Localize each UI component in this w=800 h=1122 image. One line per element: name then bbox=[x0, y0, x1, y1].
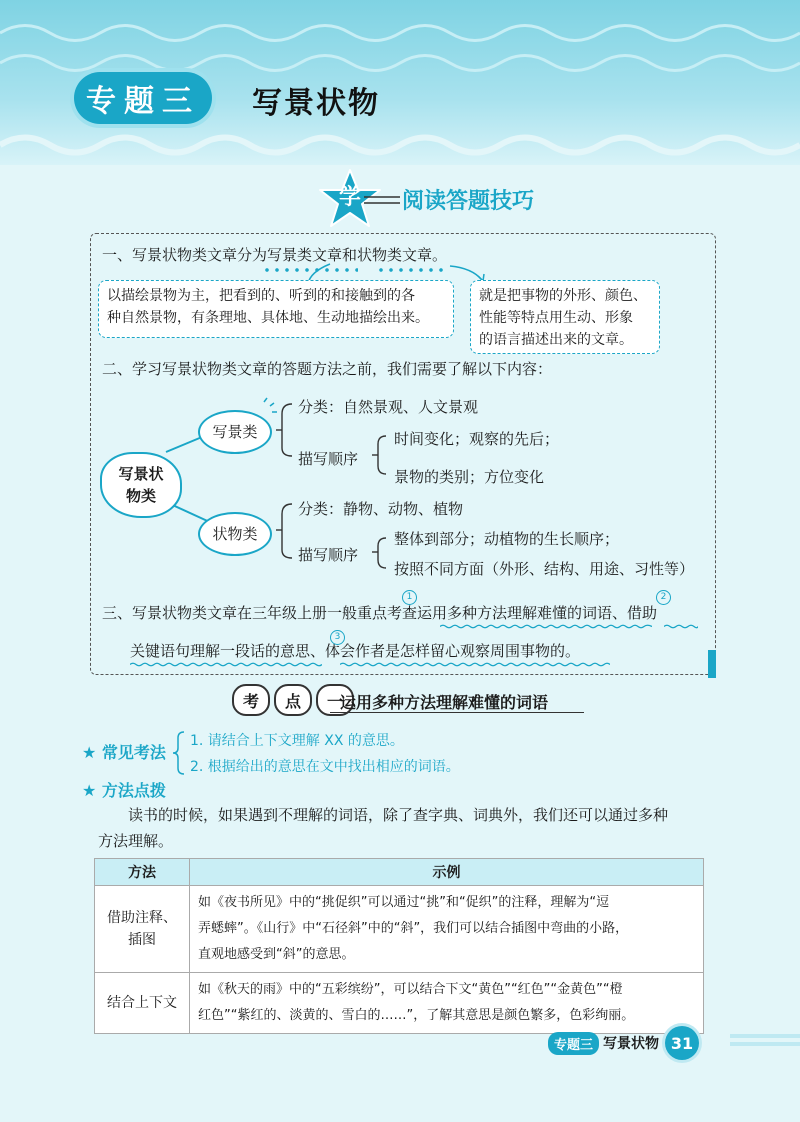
table-header: 示例 bbox=[190, 859, 704, 886]
common-method-item: 1. 请结合上下文理解 XX 的意思。 bbox=[190, 733, 404, 749]
part3-line2 bbox=[130, 640, 580, 662]
footer-stripe bbox=[730, 1034, 800, 1038]
part1-heading: 一、写景状物类文章分为写景类文章和状物类文章。 bbox=[102, 246, 448, 264]
circled-number: 1 bbox=[402, 590, 417, 605]
node-object: 状物类 bbox=[198, 512, 272, 556]
circled-number: 3 bbox=[330, 630, 345, 645]
circled-number: 2 bbox=[656, 590, 671, 605]
root-line: 写景状 bbox=[118, 465, 164, 483]
part2-heading: 二、学习写景状物类文章的答题方法之前，我们需要了解以下内容： bbox=[102, 360, 553, 378]
key-point-2-rest: 关键语句理解一段话的意思 bbox=[130, 642, 311, 660]
kaodian-char: 一 bbox=[316, 684, 354, 716]
part3-line1 bbox=[102, 602, 657, 624]
title-decoration bbox=[364, 194, 400, 206]
wavy-underline bbox=[440, 624, 652, 629]
wavy-underline bbox=[130, 662, 322, 667]
example-line: 直观地感受到“斜”的意思。 bbox=[198, 947, 355, 962]
scenery-order-item: 景物的类别；方位变化 bbox=[394, 468, 545, 486]
method-line: 插图 bbox=[128, 932, 156, 948]
kaodian-title: 运用多种方法理解难懂的词语 bbox=[340, 693, 549, 712]
table-row bbox=[95, 886, 704, 973]
definition-line: 的语言描述出来的文章。 bbox=[479, 332, 633, 348]
definition-line: 种自然景物，有条理地、具体地、生动地描绘出来。 bbox=[107, 310, 429, 326]
object-order-item: 整体到部分；动植物的生长顺序； bbox=[394, 530, 620, 548]
table-header-row bbox=[95, 859, 704, 886]
example-line: 红色”“紫红的、淡黄的、雪白的……”，了解其意思是颜色繁多，色彩绚丽。 bbox=[198, 1008, 635, 1023]
object-order-label: 描写顺序 bbox=[298, 546, 359, 564]
object-definition-box bbox=[470, 280, 660, 354]
methods-table bbox=[94, 858, 704, 1034]
sentence-end: 。 bbox=[565, 642, 581, 660]
page-number: 31 bbox=[665, 1026, 699, 1060]
definition-line: 就是把事物的外形、颜色、 bbox=[479, 288, 647, 304]
method-line: 结合上下文 bbox=[107, 995, 177, 1011]
part3-intro: 三、写景状物类文章在三年级上册一般重点考查 bbox=[102, 604, 418, 622]
root-line: 物类 bbox=[125, 487, 156, 505]
page-footer bbox=[548, 1026, 699, 1060]
method-line: 借助注释、 bbox=[107, 910, 177, 926]
topic-title: 写景状物 bbox=[252, 86, 380, 121]
example-cell bbox=[190, 886, 704, 973]
key-point-3: 体会作者是怎样留心观察周围事物的 bbox=[325, 642, 566, 660]
scenery-order-label: 描写顺序 bbox=[298, 450, 359, 468]
title-underline bbox=[330, 712, 584, 713]
separator: 、 bbox=[612, 604, 628, 622]
scenery-definition-box bbox=[98, 280, 454, 338]
footer-stripe bbox=[730, 1042, 800, 1046]
wave-decoration bbox=[0, 18, 800, 48]
node-scenery: 写景类 bbox=[198, 410, 272, 454]
table-row bbox=[95, 973, 704, 1034]
example-line: 如《夜书所见》中的“挑促织”可以通过“挑”和“促织”的注释，理解为“逗 bbox=[198, 895, 610, 910]
method-tips-heading: ★ 方法点拨 bbox=[82, 781, 166, 800]
brace-icon bbox=[172, 730, 186, 776]
method-cell bbox=[95, 886, 190, 973]
kaodian-char: 考 bbox=[232, 684, 270, 716]
scenery-category: 分类：自然景观、人文景观 bbox=[298, 398, 479, 416]
object-order-item: 按照不同方面（外形、结构、用途、习性等） bbox=[394, 560, 695, 578]
method-tips-label: 方法点拨 bbox=[101, 781, 166, 800]
star-character: 学 bbox=[338, 185, 361, 210]
footer-topic: 专题三 bbox=[548, 1032, 599, 1055]
definition-line: 性能等特点用生动、形象 bbox=[479, 310, 633, 326]
common-method-item: 2. 根据给出的意思在文中找出相应的词语。 bbox=[190, 759, 460, 775]
box-corner-accent bbox=[708, 650, 716, 678]
footer-title: 写景状物 bbox=[603, 1036, 660, 1052]
scenery-order-item: 时间变化；观察的先后； bbox=[394, 430, 560, 448]
common-methods-label: 常见考法 bbox=[101, 743, 166, 762]
key-point-2: 借助 bbox=[627, 604, 658, 622]
wavy-underline bbox=[340, 662, 610, 667]
wavy-underline bbox=[664, 624, 698, 629]
mindmap-root bbox=[100, 452, 182, 518]
table-header: 方法 bbox=[95, 859, 190, 886]
key-point-1: 运用多种方法理解难懂的词语 bbox=[417, 604, 613, 622]
method-paragraph-line: 方法理解。 bbox=[98, 832, 174, 850]
section-title: 阅读答题技巧 bbox=[402, 189, 535, 214]
example-cell bbox=[190, 973, 704, 1034]
wave-decoration bbox=[0, 130, 800, 160]
object-category: 分类：静物、动物、植物 bbox=[298, 500, 464, 518]
kaodian-char: 点 bbox=[274, 684, 312, 716]
common-methods-heading: ★ 常见考法 bbox=[82, 743, 166, 762]
separator: 、 bbox=[310, 642, 326, 660]
definition-line: 以描绘景物为主，把看到的、听到的和接触到的各 bbox=[107, 288, 415, 304]
example-line: 弄蟋蟀”。《山行》中“石径斜”中的“斜”，我们可以结合插图中弯曲的小路， bbox=[198, 921, 629, 936]
method-paragraph-line: 读书的时候，如果遇到不理解的词语，除了查字典、词典外，我们还可以通过多种 bbox=[128, 806, 669, 824]
example-line: 如《秋天的雨》中的“五彩缤纷”，可以结合下文“黄色”“红色”“金黄色”“橙 bbox=[198, 982, 623, 997]
topic-badge: 专题三 bbox=[74, 72, 212, 124]
method-cell bbox=[95, 973, 190, 1034]
